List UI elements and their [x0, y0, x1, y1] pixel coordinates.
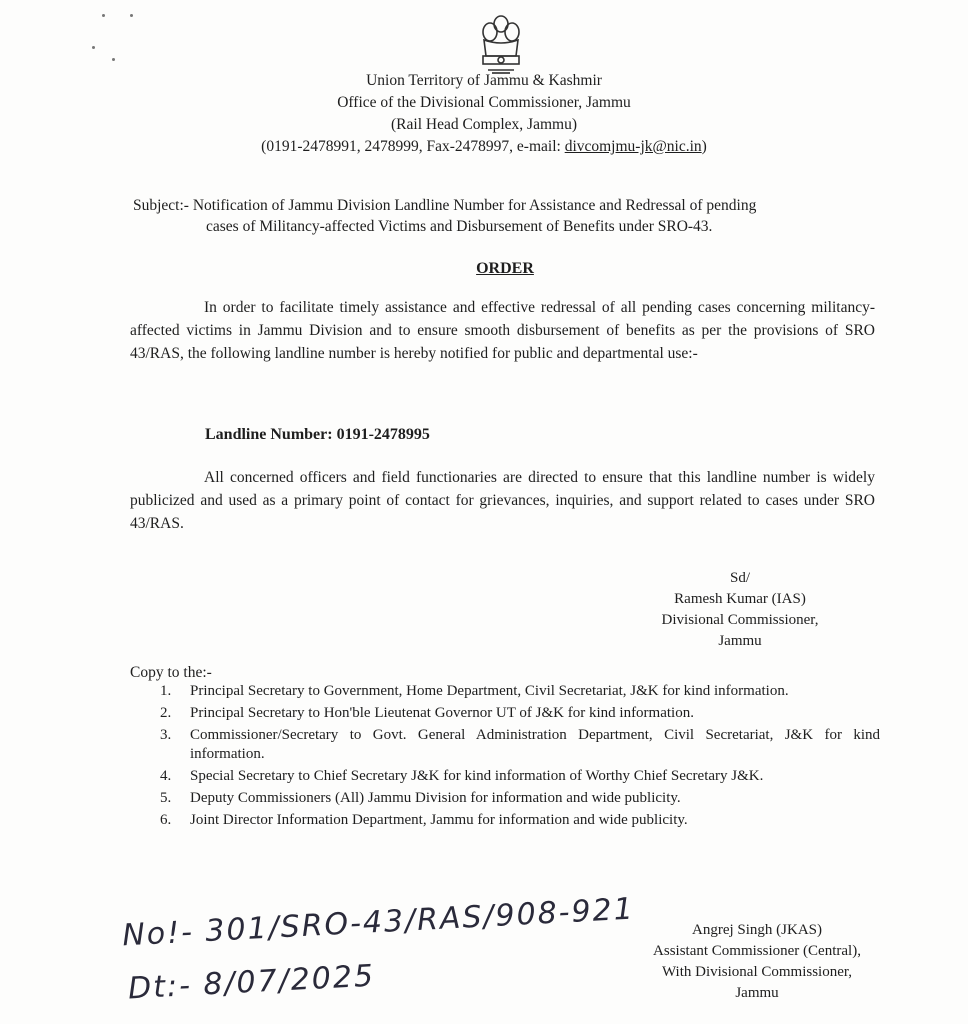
handwritten-order-number: No!- 301/SRO-43/RAS/908-921 [121, 891, 636, 954]
signatory-designation: Assistant Commissioner (Central), [653, 943, 861, 959]
subject-line-1: Subject:- Notification of Jammu Division Landline Number for Assistance and Redressal of pending [133, 197, 757, 214]
list-item: 4. Special Secretary to Chief Secretary J&K for kind information of Worthy Chief Secretary J&K. [160, 768, 764, 784]
copy-to-list [160, 682, 880, 833]
landline-number: Landline Number: 0191-2478995 [205, 426, 430, 443]
subject-block [133, 195, 893, 237]
signatory-assistant-commissioner [622, 920, 892, 1004]
list-item: 2. Principal Secretary to Hon'ble Lieutenat Governor UT of J&K for kind information. [160, 705, 694, 721]
handwritten-date: Dt:- 8/07/2025 [127, 958, 376, 1007]
header-contact-numbers: (0191-2478991, 2478999, Fax-2478997, e-mail: [261, 138, 565, 155]
signatory-place: Jammu [718, 633, 762, 649]
order-paragraph-2: All concerned officers and field functionaries are directed to ensure that this landline number is widely publicized and used as a primary point of contact for grievances, inquiries, and support related to cases under SRO 43/RAS. [130, 469, 875, 532]
header-contact [0, 138, 968, 156]
paper-speck [92, 46, 95, 49]
subject-line-2: cases of Militancy-affected Victims and Disbursement of Benefits under SRO-43. [206, 218, 713, 235]
header-contact-close: ) [701, 138, 707, 155]
signatory-office: With Divisional Commissioner, [661, 964, 853, 980]
national-emblem-icon [470, 10, 532, 80]
signatory-designation: Divisional Commissioner, [661, 612, 819, 628]
signatory-divisional-commissioner [640, 568, 840, 652]
list-item: 3. Commissioner/Secretary to Govt. General Administration Department, Civil Secretariat, J&K for kind information. [160, 727, 880, 762]
signatory-name: Angrej Singh (JKAS) [692, 922, 822, 938]
paper-speck [102, 14, 105, 17]
signatory-place: Jammu [735, 985, 779, 1001]
order-paragraph-1: In order to facilitate timely assistance and effective redressal of all pending cases concerning militancy-affected victims in Jammu Division and to ensure smooth disbursement of benefits as per the provisions of SRO 43/RAS, the following landline number is hereby notified for public and departmental use:- [130, 299, 875, 362]
list-item: 5. Deputy Commissioners (All) Jammu Division for information and wide publicity. [160, 790, 681, 806]
order-title: ORDER [476, 260, 534, 277]
list-item: 6. Joint Director Information Department, Jammu for information and wide publicity. [160, 812, 688, 828]
signature-sd: Sd/ [729, 570, 750, 586]
signatory-name: Ramesh Kumar (IAS) [674, 591, 806, 607]
header-email[interactable]: divcomjmu-jk@nic.in [564, 138, 702, 155]
paper-speck [112, 58, 115, 61]
header-ut-name: Union Territory of Jammu & Kashmir [366, 72, 602, 89]
header-address: (Rail Head Complex, Jammu) [391, 116, 577, 133]
paper-speck [130, 14, 133, 17]
copy-to-heading: Copy to the:- [130, 664, 212, 681]
list-item: 1. Principal Secretary to Government, Home Department, Civil Secretariat, J&K for kind information. [160, 683, 789, 699]
header-office-name: Office of the Divisional Commissioner, Jammu [337, 94, 631, 111]
